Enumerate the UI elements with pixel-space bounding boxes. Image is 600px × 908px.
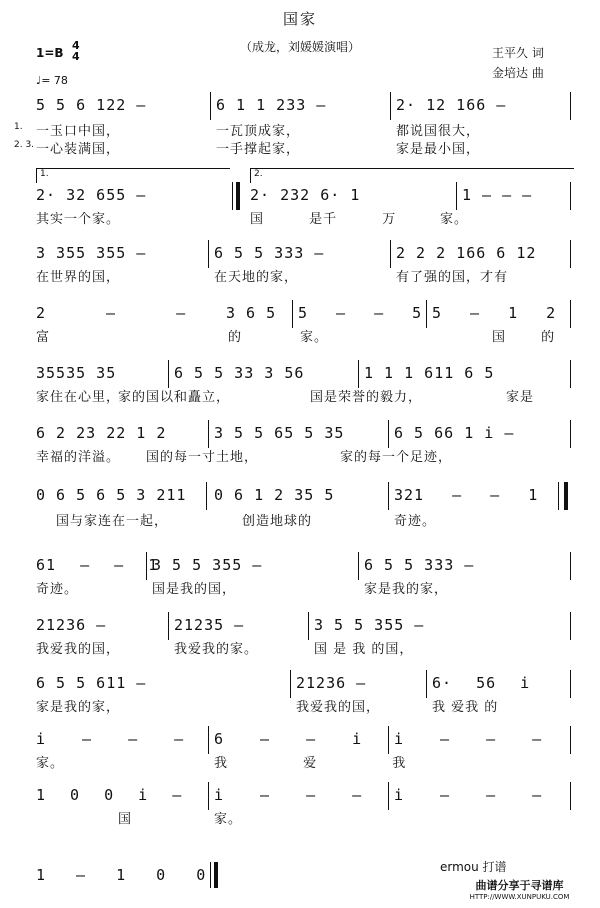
barline bbox=[206, 482, 207, 510]
notes-line7-bar2: 0 6 1 2 35 5 bbox=[214, 486, 335, 504]
notes-line1-bar1: 5 5 6 122 – bbox=[36, 96, 147, 114]
barline bbox=[388, 420, 389, 448]
notes-line2-bar3: 1 – – – bbox=[462, 186, 533, 204]
lyric-line11-1: 家。 bbox=[36, 756, 65, 771]
notes-line11-bar2: 6 – – i bbox=[214, 730, 363, 748]
barline bbox=[570, 782, 571, 810]
key-signature: 1=B bbox=[36, 46, 64, 60]
barline bbox=[208, 726, 209, 754]
time-sig-top: 4 bbox=[72, 39, 80, 52]
barline bbox=[308, 612, 309, 640]
notes-line6-bar1: 6 2 23 22 1 2 bbox=[36, 424, 167, 442]
repeat-end-barline bbox=[558, 482, 559, 510]
notes-line11-bar1: i – – – bbox=[36, 730, 185, 748]
notes-line4-bar2: 5 – – 5 bbox=[298, 304, 423, 322]
time-signature bbox=[72, 40, 80, 62]
lyric-line7-3: 奇迹。 bbox=[394, 514, 437, 529]
lyric-line6-3: 家的每一个足迹， bbox=[340, 450, 453, 465]
notes-line5-bar3: 1 1 1 611 6 5 bbox=[364, 364, 495, 382]
barline bbox=[290, 670, 291, 698]
barline bbox=[570, 240, 571, 268]
lyric-line8-3: 家是我的家， bbox=[364, 582, 449, 597]
lyric-line4-3: 家。 bbox=[300, 330, 329, 345]
composer-credit: 金培达 曲 bbox=[492, 66, 544, 80]
site-watermark bbox=[447, 877, 592, 901]
notes-line4-bar3: 5 – 1 2 bbox=[432, 304, 557, 322]
lyric-line2-1: 其实一个家。 bbox=[36, 212, 121, 227]
barline bbox=[426, 300, 427, 328]
repeat-end-barline-thick bbox=[564, 482, 568, 510]
page-title: 国家 bbox=[282, 10, 317, 28]
lyric-line3-1: 在世界的国， bbox=[36, 270, 121, 285]
barline bbox=[390, 240, 391, 268]
barline bbox=[570, 182, 571, 210]
lyric-line2-3: 家。 bbox=[440, 212, 469, 227]
notes-line8-bar1: 61 – – 1 bbox=[36, 556, 159, 574]
lyric-line10-1: 家是我的家， bbox=[36, 700, 121, 715]
lyric-line1-a3: 都说国很大， bbox=[396, 124, 481, 139]
repeat-barline-thick bbox=[236, 182, 240, 210]
barline bbox=[570, 726, 571, 754]
verse-number-1: 1. bbox=[14, 122, 23, 132]
lyric-line1-b1: 一心装满国， bbox=[36, 142, 121, 157]
lyric-line11-2: 我 爱 我 bbox=[214, 756, 407, 771]
notes-line4-bar1: 2 – – bbox=[36, 304, 187, 322]
lyric-line7-2: 创造地球的 bbox=[242, 514, 313, 529]
lyric-line1-b2: 一手撑起家， bbox=[216, 142, 301, 157]
final-barline bbox=[210, 862, 211, 888]
lyric-line5-1: 家住在心里， bbox=[36, 390, 121, 405]
barline bbox=[570, 552, 571, 580]
lyric-line2-2: 国 是千 万 bbox=[250, 212, 397, 227]
lyric-line3-3: 有了强的国，才有 bbox=[396, 270, 509, 285]
barline bbox=[570, 612, 571, 640]
lyric-line6-1: 幸福的洋溢。 bbox=[36, 450, 121, 465]
lyric-line9-1: 我爱我的国， bbox=[36, 642, 121, 657]
final-barline-thick bbox=[214, 862, 218, 888]
site-name-cn: 曲谱分享于寻谱库 bbox=[475, 879, 564, 892]
notes-line2-bar1: 2· 32 655 – bbox=[36, 186, 147, 204]
barline bbox=[210, 92, 211, 120]
lyric-line5-4: 家是 bbox=[506, 390, 535, 405]
typist-credit: ermou 打谱 bbox=[440, 860, 507, 874]
lyricist-credit: 王平久 词 bbox=[492, 46, 544, 60]
notes-line12-bar1: 1 0 0 i – bbox=[36, 786, 183, 804]
lyric-line8-2: 国是我的国， bbox=[152, 582, 237, 597]
notes-line12-bar2: i – – – bbox=[214, 786, 363, 804]
barline bbox=[570, 300, 571, 328]
verse-number-2-3: 2. 3. bbox=[14, 140, 35, 150]
notes-line9-bar2: 21235 – bbox=[174, 616, 245, 634]
barline bbox=[456, 182, 457, 210]
lyric-line1-a2: 一瓦顶成家， bbox=[216, 124, 301, 139]
lyric-line5-2: 家的国以和矗立， bbox=[118, 390, 231, 405]
site-url: HTTP://WWW.XUNPUKU.COM bbox=[469, 893, 570, 901]
barline bbox=[426, 670, 427, 698]
barline bbox=[388, 782, 389, 810]
volta-second-ending: 2. bbox=[250, 168, 574, 183]
barline bbox=[388, 726, 389, 754]
lyric-line3-2: 在天地的家， bbox=[214, 270, 299, 285]
notes-line9-bar3: 3 5 5 355 – bbox=[314, 616, 425, 634]
barline bbox=[390, 92, 391, 120]
lyric-line9-2: 我爱我的家。 bbox=[174, 642, 259, 657]
repeat-barline bbox=[232, 182, 233, 210]
lyric-line4-1: 富 bbox=[36, 330, 51, 345]
notes-line5-bar1: 35535 35 bbox=[36, 364, 117, 382]
barline bbox=[570, 360, 571, 388]
notes-line1-bar3: 2· 12 166 – bbox=[396, 96, 507, 114]
volta-first-ending: 1. bbox=[36, 168, 230, 183]
notes-line8-bar3: 6 5 5 333 – bbox=[364, 556, 475, 574]
barline bbox=[358, 360, 359, 388]
lyric-line9-3: 国 是 我 的国， bbox=[314, 642, 414, 657]
lyric-line6-2: 国的每一寸土地， bbox=[146, 450, 259, 465]
notes-line3-bar2: 6 5 5 333 – bbox=[214, 244, 325, 262]
notes-line3-bar1: 3 355 355 – bbox=[36, 244, 147, 262]
barline bbox=[208, 420, 209, 448]
notes-line1-bar2: 6 1 1 233 – bbox=[216, 96, 327, 114]
notes-line9-bar1: 21236 – bbox=[36, 616, 107, 634]
time-sig-bottom: 4 bbox=[72, 50, 80, 63]
notes-line10-bar1: 6 5 5 611 – bbox=[36, 674, 147, 692]
barline bbox=[208, 782, 209, 810]
lyric-line1-b3: 家是最小国， bbox=[396, 142, 481, 157]
lyric-line4-4: 国 的 bbox=[492, 330, 556, 345]
notes-line11-bar3: i – – – bbox=[394, 730, 543, 748]
notes-line3-bar3: 2 2 2 166 6 12 bbox=[396, 244, 537, 262]
performer-subtitle: （成龙，刘媛媛演唱） bbox=[239, 40, 360, 54]
notes-line6-bar2: 3 5 5 65 5 35 bbox=[214, 424, 345, 442]
notes-line8-bar2: 3 5 5 355 – bbox=[152, 556, 263, 574]
notes-line10-bar3: 6· 56 i bbox=[432, 674, 531, 692]
notes-line7-bar3: 321 – – 1 bbox=[394, 486, 539, 504]
notes-line2-bar2: 2· 232 6· 1 bbox=[250, 186, 361, 204]
lyric-line1-a1: 一玉口中国， bbox=[36, 124, 121, 139]
tempo-marking: ♩= 78 bbox=[36, 74, 68, 87]
lyric-line12-2: 家。 bbox=[214, 812, 243, 827]
notes-line10-bar2: 21236 – bbox=[296, 674, 367, 692]
barline bbox=[570, 92, 571, 120]
barline bbox=[292, 300, 293, 328]
repeat-start-barline bbox=[388, 482, 389, 510]
barline bbox=[570, 420, 571, 448]
notes-line7-bar1: 0 6 5 6 5 3 211 bbox=[36, 486, 187, 504]
lyric-line5-3: 国是荣誉的毅力， bbox=[310, 390, 423, 405]
lyric-line10-2: 我爱我的国， bbox=[296, 700, 381, 715]
barline bbox=[358, 552, 359, 580]
lyric-line4-2: 的 bbox=[228, 330, 243, 345]
barline bbox=[570, 670, 571, 698]
barline bbox=[168, 612, 169, 640]
notes-line5-bar2: 6 5 5 33 3 56 bbox=[174, 364, 305, 382]
notes-line4-bar1b: 3 6 5 bbox=[226, 304, 277, 322]
barline bbox=[208, 240, 209, 268]
barline bbox=[168, 360, 169, 388]
lyric-line8-1: 奇迹。 bbox=[36, 582, 79, 597]
lyric-line7-1: 国与家连在一起， bbox=[56, 514, 169, 529]
lyric-line10-3: 我 爱我 的 bbox=[432, 700, 499, 715]
lyric-line12-1: 国 bbox=[118, 812, 133, 827]
notes-line13-bar1: 1 – 1 0 0 bbox=[36, 866, 207, 884]
notes-line6-bar3: 6 5 66 1 i – bbox=[394, 424, 515, 442]
notes-line12-bar3: i – – – bbox=[394, 786, 543, 804]
